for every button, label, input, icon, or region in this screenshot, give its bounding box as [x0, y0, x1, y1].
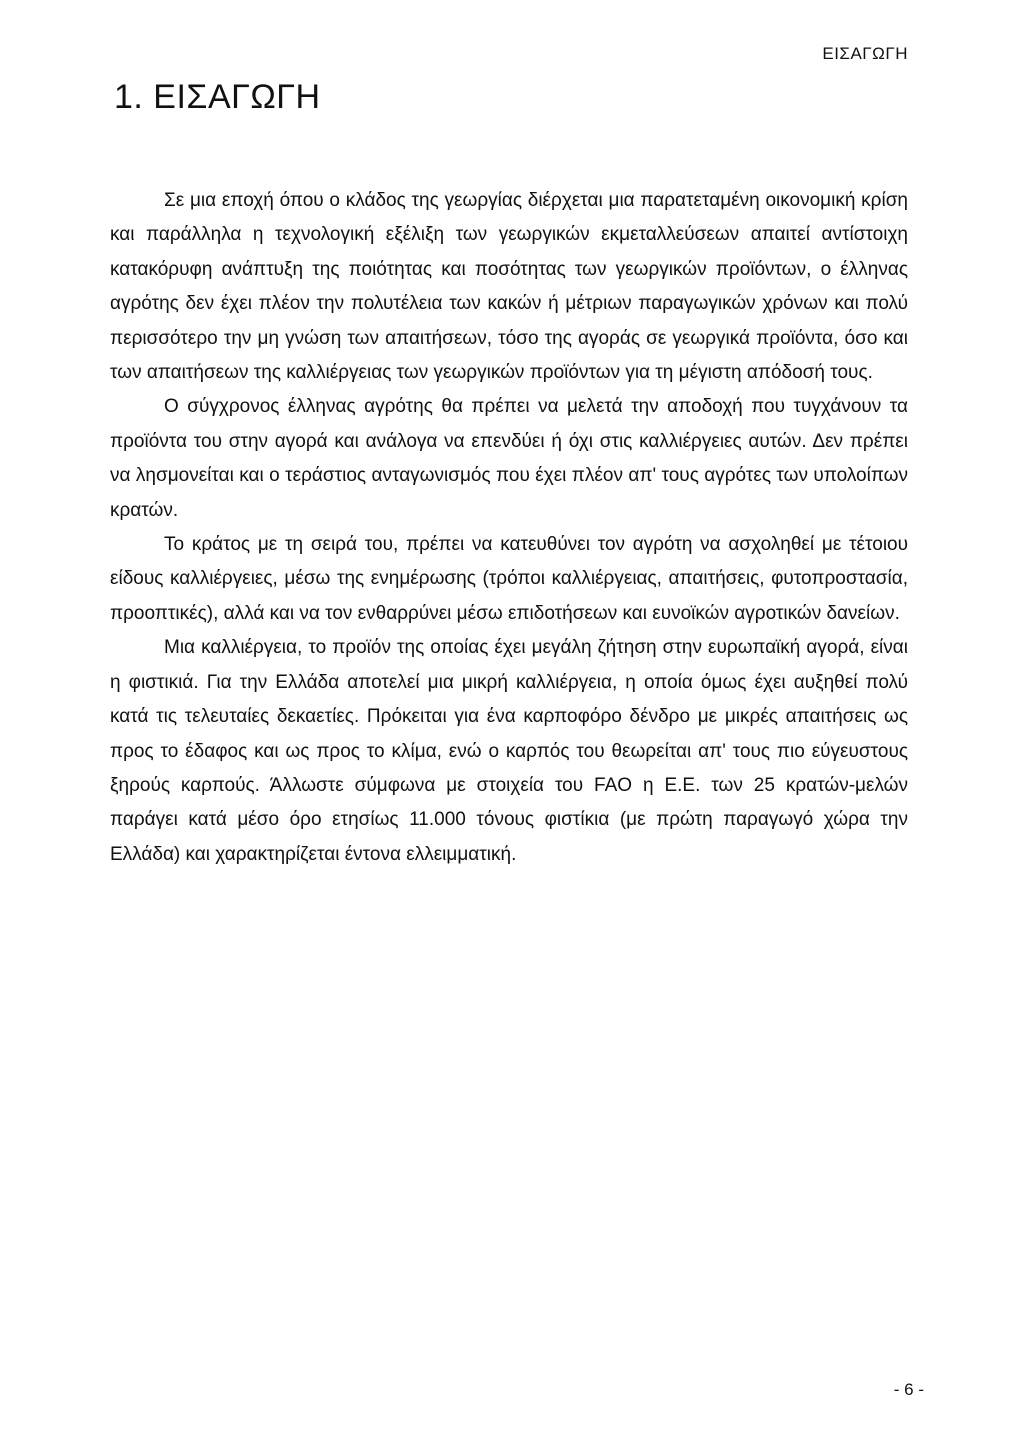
- paragraph-2: Ο σύγχρονος έλληνας αγρότης θα πρέπει να μελετά την αποδοχή που τυγχάνουν τα προϊόντα του στην αγορά και ανάλογα να επενδύει ή όχι στις καλλιέργειες αυτών. Δεν πρέπει να λησμονείται και ο τεράστιος ανταγωνισμός που έχει πλέον απ' τους αγρότες των υπολοίπων κρατών.: [110, 396, 908, 521]
- paragraph-3: Το κράτος με τη σειρά του, πρέπει να κατευθύνει τον αγρότη να ασχοληθεί με τέτοιου είδους καλλιέργειες, μέσω της ενημέρωσης (τρόποι καλλιέργειας, απαιτήσεις, φυτοπροστασία, προοπτικές), αλλά και να τον ενθαρρύνει μέσω επιδοτήσεων και ευνοϊκών αγροτικών δανείων.: [110, 534, 908, 624]
- body-text: [110, 184, 908, 872]
- chapter-title: 1. ΕΙΣΑΓΩΓΗ: [114, 78, 321, 116]
- page-number: - 6 -: [893, 1380, 924, 1399]
- running-header: ΕΙΣΑΓΩΓΗ: [822, 44, 908, 63]
- paragraph-4: Μια καλλιέργεια, το προϊόν της οποίας έχει μεγάλη ζήτηση στην ευρωπαϊκή αγορά, είναι η φιστικιά. Για την Ελλάδα αποτελεί μια μικρή καλλιέργεια, η οποία όμως έχει αυξηθεί πολύ κατά τις τελευταίες δεκαετίες. Πρόκειται για ένα καρποφόρο δένδρο με μικρές απαιτήσεις ως προς το έδαφος και ως προς το κλίμα, ενώ ο καρπός του θεωρείται απ' τους πιο εύγευστους ξηρούς καρπούς. Άλλωστε σύμφωνα με στοιχεία του FAO η Ε.Ε. των 25 κρατών-μελών παράγει κατά μέσο όρο ετησίως 11.000 τόνους φιστίκια (με πρώτη παραγωγό χώρα την Ελλάδα) και χαρακτηρίζεται έντονα ελλειμματική.: [110, 637, 908, 865]
- paragraph-1: Σε μια εποχή όπου ο κλάδος της γεωργίας διέρχεται μια παρατεταμένη οικονομική κρίση και παράλληλα η τεχνολογική εξέλιξη των γεωργικών εκμεταλλεύσεων απαιτεί αντίστοιχη κατακόρυφη ανάπτυξη της ποιότητας και ποσότητας των γεωργικών προϊόντων, ο έλληνας αγρότης δεν έχει πλέον την πολυτέλεια των κακών ή μέτριων παραγωγικών χρόνων και πολύ περισσότερο την μη γνώση των απαιτήσεων, τόσο της αγοράς σε γεωργικά προϊόντα, όσο και των απαιτήσεων της καλλιέργειας των γεωργικών προϊόντων για τη μέγιστη απόδοσή τους.: [110, 190, 908, 384]
